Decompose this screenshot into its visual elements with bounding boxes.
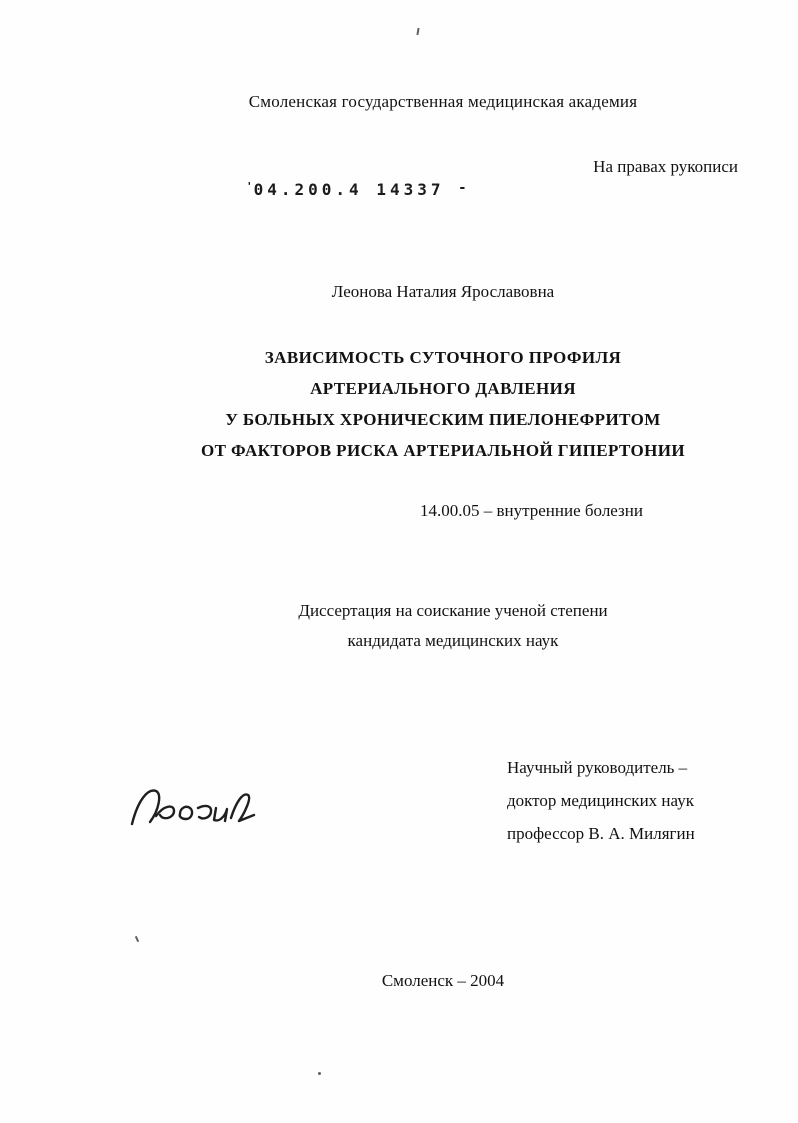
stamp-prefix-mark: ' [246,180,254,193]
stamp-number: 04.200.4 14337 [253,180,445,199]
stamp-suffix-mark: - [458,180,467,196]
supervisor-block [507,751,695,850]
title-line-3: У БОЛЬНЫХ ХРОНИЧЕСКИМ ПИЕЛОНЕФРИТОМ [225,410,661,429]
thesis-type-line-2: кандидата медицинских наук [347,631,559,650]
scan-artifact [135,936,139,942]
scan-artifact [416,28,419,35]
title-line-2: АРТЕРИАЛЬНОГО ДАВЛЕНИЯ [310,379,576,398]
manuscript-rights-note: На правах рукописи [593,157,738,176]
supervisor-line-1: Научный руководитель – [507,758,688,777]
library-stamp-number [246,180,467,199]
supervisor-line-3: профессор В. А. Милягин [507,824,695,843]
dissertation-title [44,342,798,466]
thesis-type-line-1: Диссертация на соискание ученой степени [298,601,608,620]
city-and-year: Смоленск – 2004 [381,971,505,990]
handwritten-signature [122,778,262,840]
institution-name: Смоленская государственная медицинская академия [248,92,638,111]
thesis-type-statement [54,596,798,656]
specialty-code: 14.00.05 – внутренние болезни [420,501,643,520]
title-line-1: ЗАВИСИМОСТЬ СУТОЧНОГО ПРОФИЛЯ [264,348,622,367]
signature-icon [122,778,262,840]
supervisor-line-2: доктор медицинских наук [507,791,694,810]
scan-artifact [318,1072,321,1075]
title-line-4: ОТ ФАКТОРОВ РИСКА АРТЕРИАЛЬНОЙ ГИПЕРТОНИИ [201,441,685,460]
author-name: Леонова Наталия Ярославовна [331,282,555,301]
